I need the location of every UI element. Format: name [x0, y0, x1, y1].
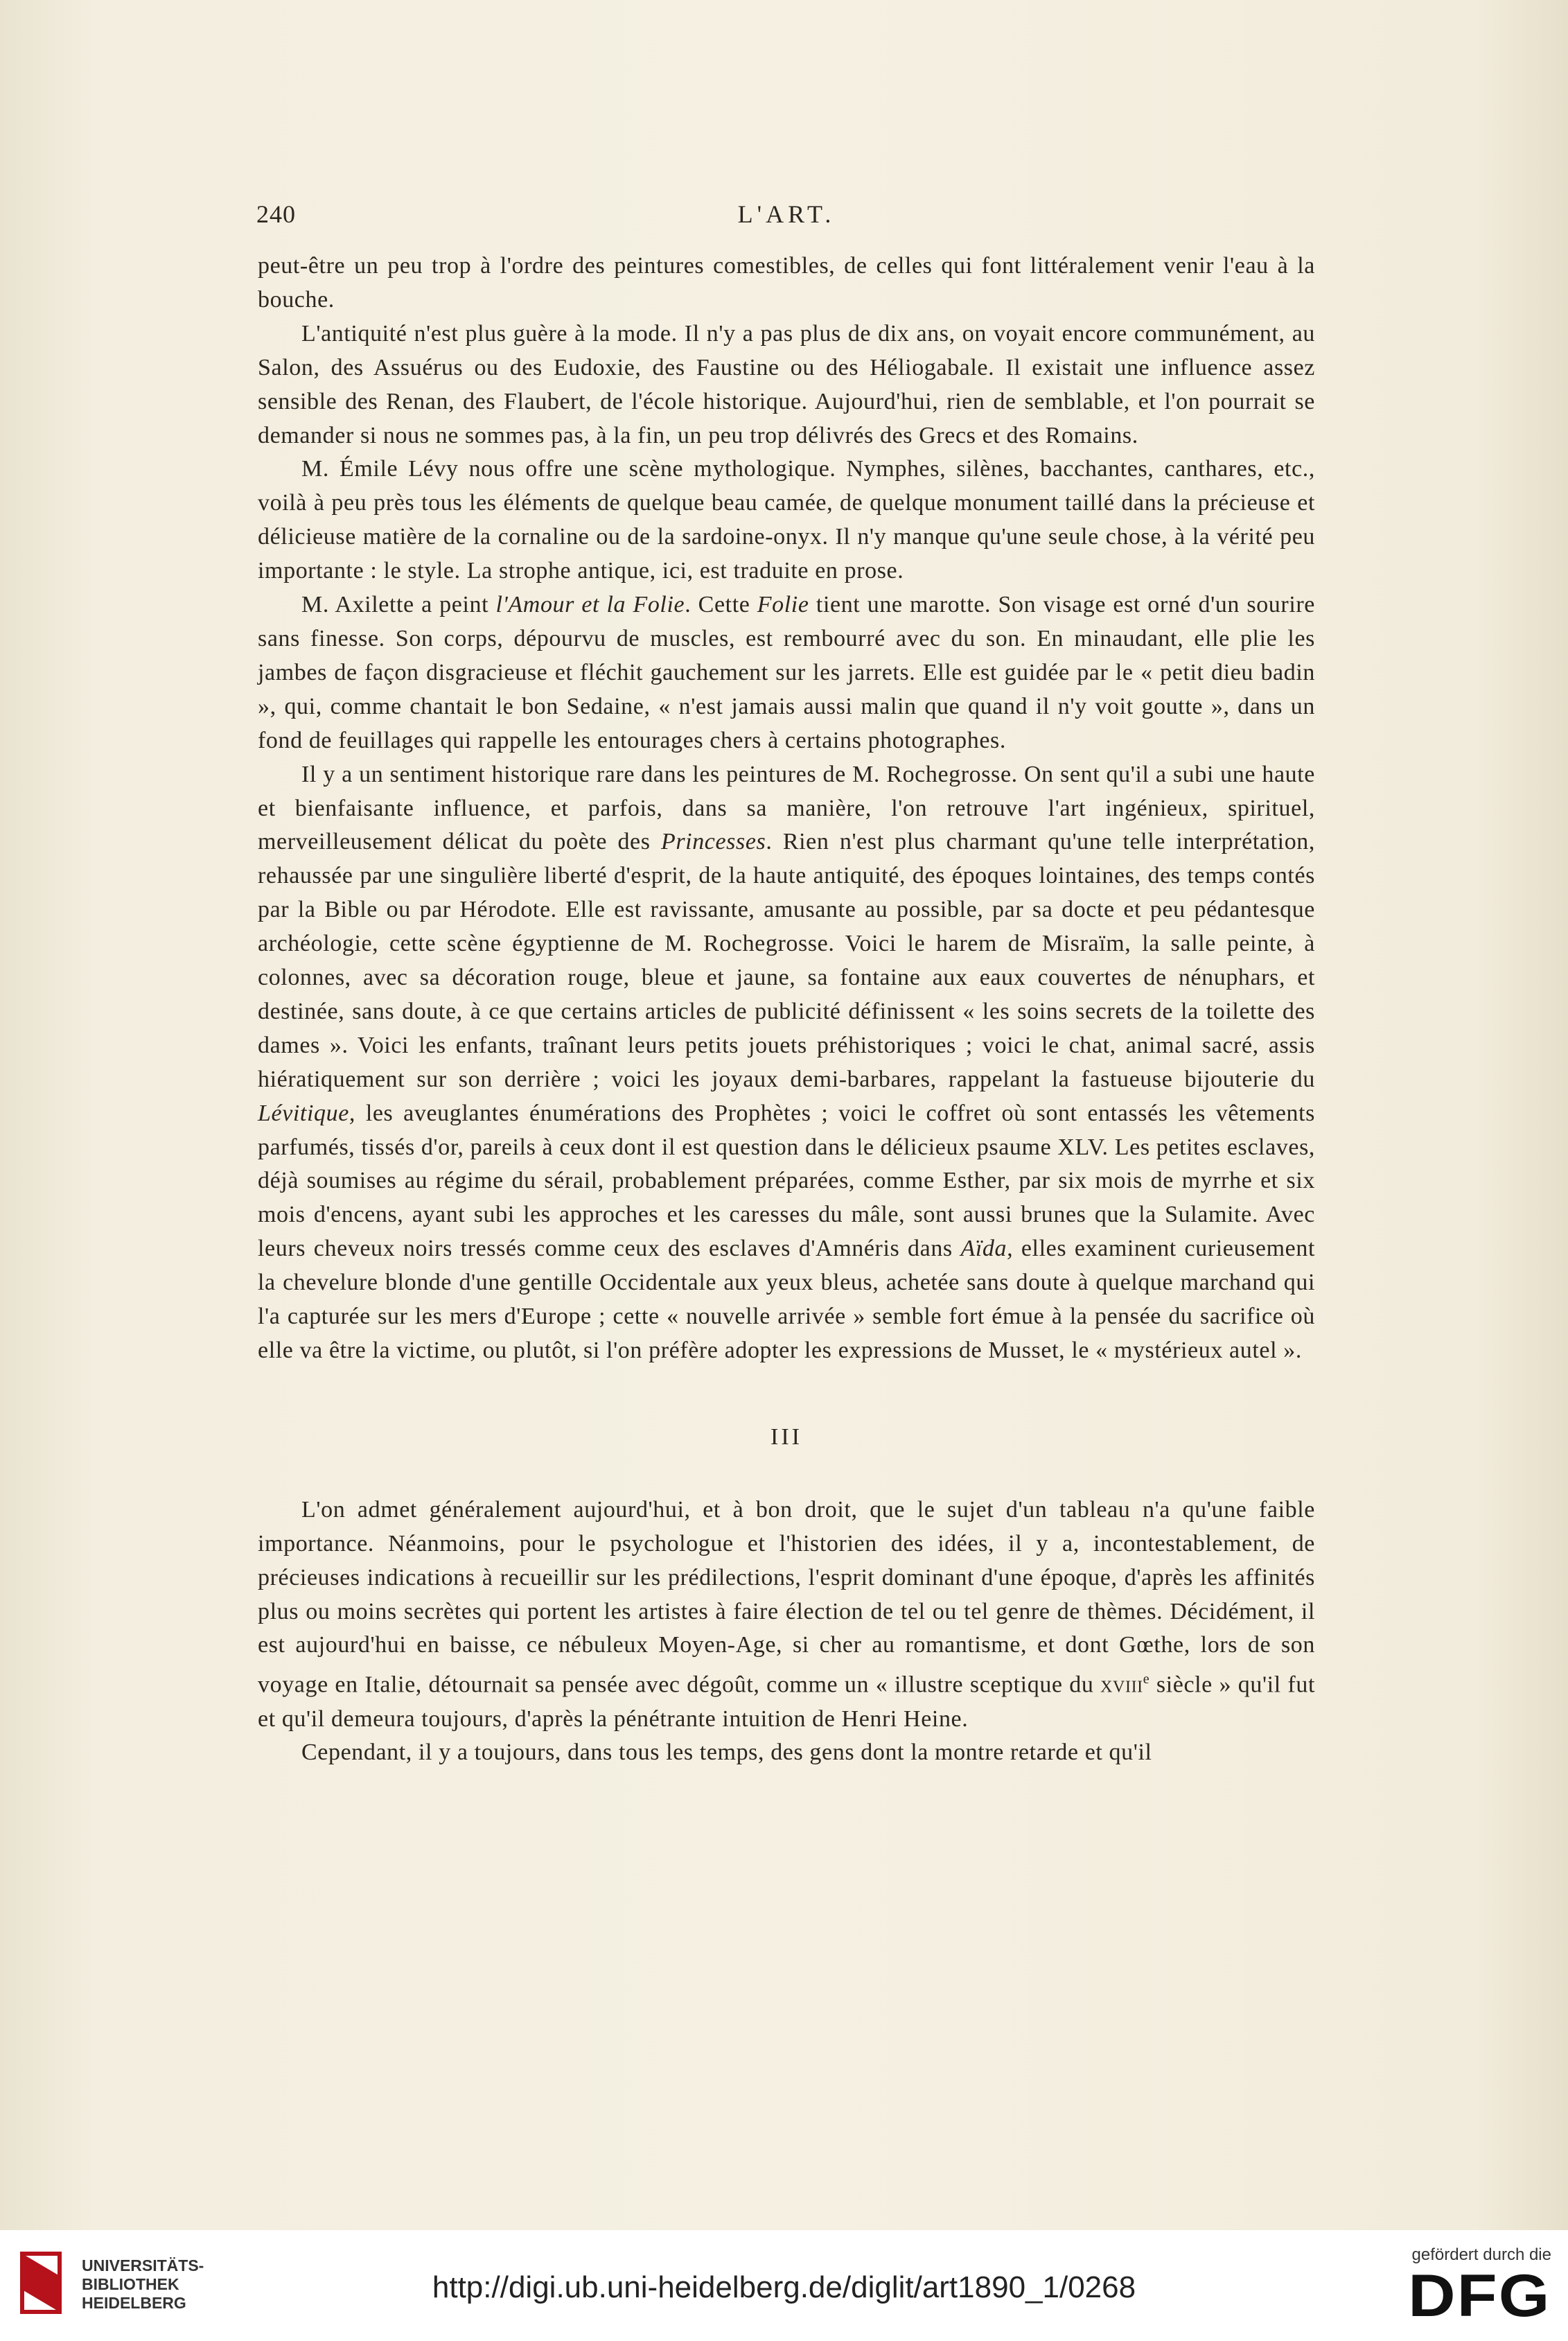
superscript: e [1143, 1672, 1150, 1687]
text-run: Il y a un sentiment historique rare dans les peintures de M. Rochegrosse. On sent qu'il a subi une haute et bienfaisante influence, et parfois, dans sa manière, l'on retrouve l'art ingénieux, spirituel, merveilleusement délicat du poète des [258, 761, 1315, 855]
running-title: L'ART. [737, 200, 836, 228]
text-run: . Rien n'est plus charmant qu'une telle interprétation, rehaussée par une singulière liberté d'esprit, de la haute antiquité, des époques lointaines, des temps contés par la Bible ou par Hérodote. Elle est ravissante, amusante au possible, par sa docte et peu pédantesque archéologie, cette scène égyptienne de M. Rochegrosse. Voici le harem de Misraïm, la salle peinte, à colonnes, avec sa décoration rouge, bleue et jaune, sa fontaine aux eaux couvertes de nénuphars, et destinée, sans doute, à ce que certains articles de publicité définissent « les soins secrets de la toilette des dames ». Voici les enfants, traînant leurs petits jouets préhistoriques ; voici le chat, animal sacré, assis hiératiquement sur son derrière ; voici les joyaux demi-barbares, rappelant la fastueuse bijouterie du [258, 829, 1315, 1092]
text-run: . Cette [685, 592, 757, 618]
paragraph-rochegrosse [258, 758, 1315, 1368]
dfg-logo: DFG [1408, 2263, 1551, 2329]
library-name-line: UNIVERSITÄTS- [82, 2256, 204, 2274]
article-body [258, 249, 1315, 1770]
permalink-url[interactable]: http://digi.ub.uni-heidelberg.de/diglit/art1890_1/0268 [432, 2270, 1136, 2304]
section-heading: III [770, 1423, 802, 1450]
digitization-footer [0, 2230, 1568, 2341]
paragraph-section-three [258, 1493, 1315, 1737]
italic-title: Princesses [660, 829, 766, 855]
italic-title: Lévitique, [258, 1100, 356, 1126]
page-header [256, 200, 1316, 241]
funding-caption: gefördert durch die [1411, 2245, 1551, 2264]
page-number: 240 [256, 200, 296, 228]
text-run: M. Axilette a peint [301, 592, 496, 618]
paragraph: peut-être un peu trop à l'ordre des peintures comestibles, de celles qui font littéralement venir l'eau à la bouche. [258, 253, 1315, 313]
text-run: L'on admet généralement aujourd'hui, et à bon droit, que le sujet d'un tableau n'a qu'une faible importance. Néanmoins, pour le psychologue et l'historien des idées, il y a, incontestablement, de précieuses indications à recueillir sur les prédilections, l'esprit dominant d'une époque, d'après les affinités plus ou moins secrètes qui portent les artistes à faire élection de tel ou tel genre de thèmes. Décidément, il est aujourd'hui en baisse, ce nébuleux Moyen-Age, si cher au romantisme, et dont Gœthe, lors de son voyage en Italie, détournait sa pensée avec dégoût, comme un « illustre sceptique du [258, 1496, 1315, 1698]
text-run: siècle » qu'il fut et qu'il demeura toujours, d'après la pénétrante intuition de Henri Heine. [258, 1672, 1315, 1732]
italic-title: Aïda, [960, 1236, 1014, 1262]
funding-notice [1378, 2245, 1551, 2329]
library-name-line: HEIDELBERG [82, 2294, 186, 2312]
paragraph-axilette [258, 588, 1315, 758]
text-run: elles examinent curieusement la chevelure blonde d'une gentille Occidentale aux yeux bleus, achetée sans doute à quelque marchand qui l'a capturée sur les mers d'Europe ; cette « nouvelle arrivée » semble fort émue à la pensée du sacrifice où elle va être la victime, ou plutôt, si l'on préfère adopter les expressions de Musset, le « mystérieux autel ». [258, 1236, 1315, 1363]
paragraph: L'antiquité n'est plus guère à la mode. Il n'y a pas plus de dix ans, on voyait encore communément, au Salon, des Assuérus ou des Eudoxie, des Faustine ou des Héliogabale. Il existait une influence assez sensible des Renan, des Flaubert, de l'école historique. Aujourd'hui, rien de semblable, et l'on pourrait se demander si nous ne sommes pas, à la fin, un peu trop délivrés des Grecs et des Romains. [258, 320, 1315, 448]
library-name-line: BIBLIOTHEK [82, 2275, 179, 2293]
paragraph: Cependant, il y a toujours, dans tous les temps, des gens dont la montre retarde et qu'il [301, 1739, 1152, 1766]
italic-title: l'Amour et la Folie [495, 592, 685, 618]
italic-word: Folie [757, 592, 809, 618]
text-run: tient une marotte. Son visage est orné d'un sourire sans finesse. Son corps, dépourvu de muscles, est rembourré avec du son. En minaudant, elle plie les jambes de façon disgracieuse et fléchit gauchement sur les jarrets. Elle est guidée par le « petit dieu badin », qui, comme chantait le bon Sedaine, « n'est jamais aussi malin que quand il n'y voit goutte », dans un fond de feuillages qui rappelle les entourages chers à certains photographes. [258, 592, 1315, 753]
paragraph: M. Émile Lévy nous offre une scène mythologique. Nymphes, silènes, bacchantes, canthares, etc., voilà à peu près tous les éléments de quelque beau camée, de quelque monument taillé dans la précieuse et délicieuse matière de la cornaline ou de la sardoine-onyx. Il n'y manque qu'une seule chose, à la vérité peu importante : le style. La strophe antique, ici, est traduite en prose. [258, 456, 1315, 584]
text-run: les aveuglantes énumérations des Prophètes ; voici le coffret où sont entassés les vêtements parfumés, tissés d'or, pareils à ceux dont il est question dans le délicieux psaume XLV. Les petites esclaves, déjà soumises au régime du sérail, probablement préparées, comme Esther, par six mois de myrrhe et six mois d'encens, ayant subi les approches et les caresses du mâle, sont aussi brunes que la Sulamite. Avec leurs cheveux noirs tressés comme ceux des esclaves d'Amnéris dans [258, 1100, 1315, 1262]
century-numeral: xviii [1100, 1672, 1143, 1698]
